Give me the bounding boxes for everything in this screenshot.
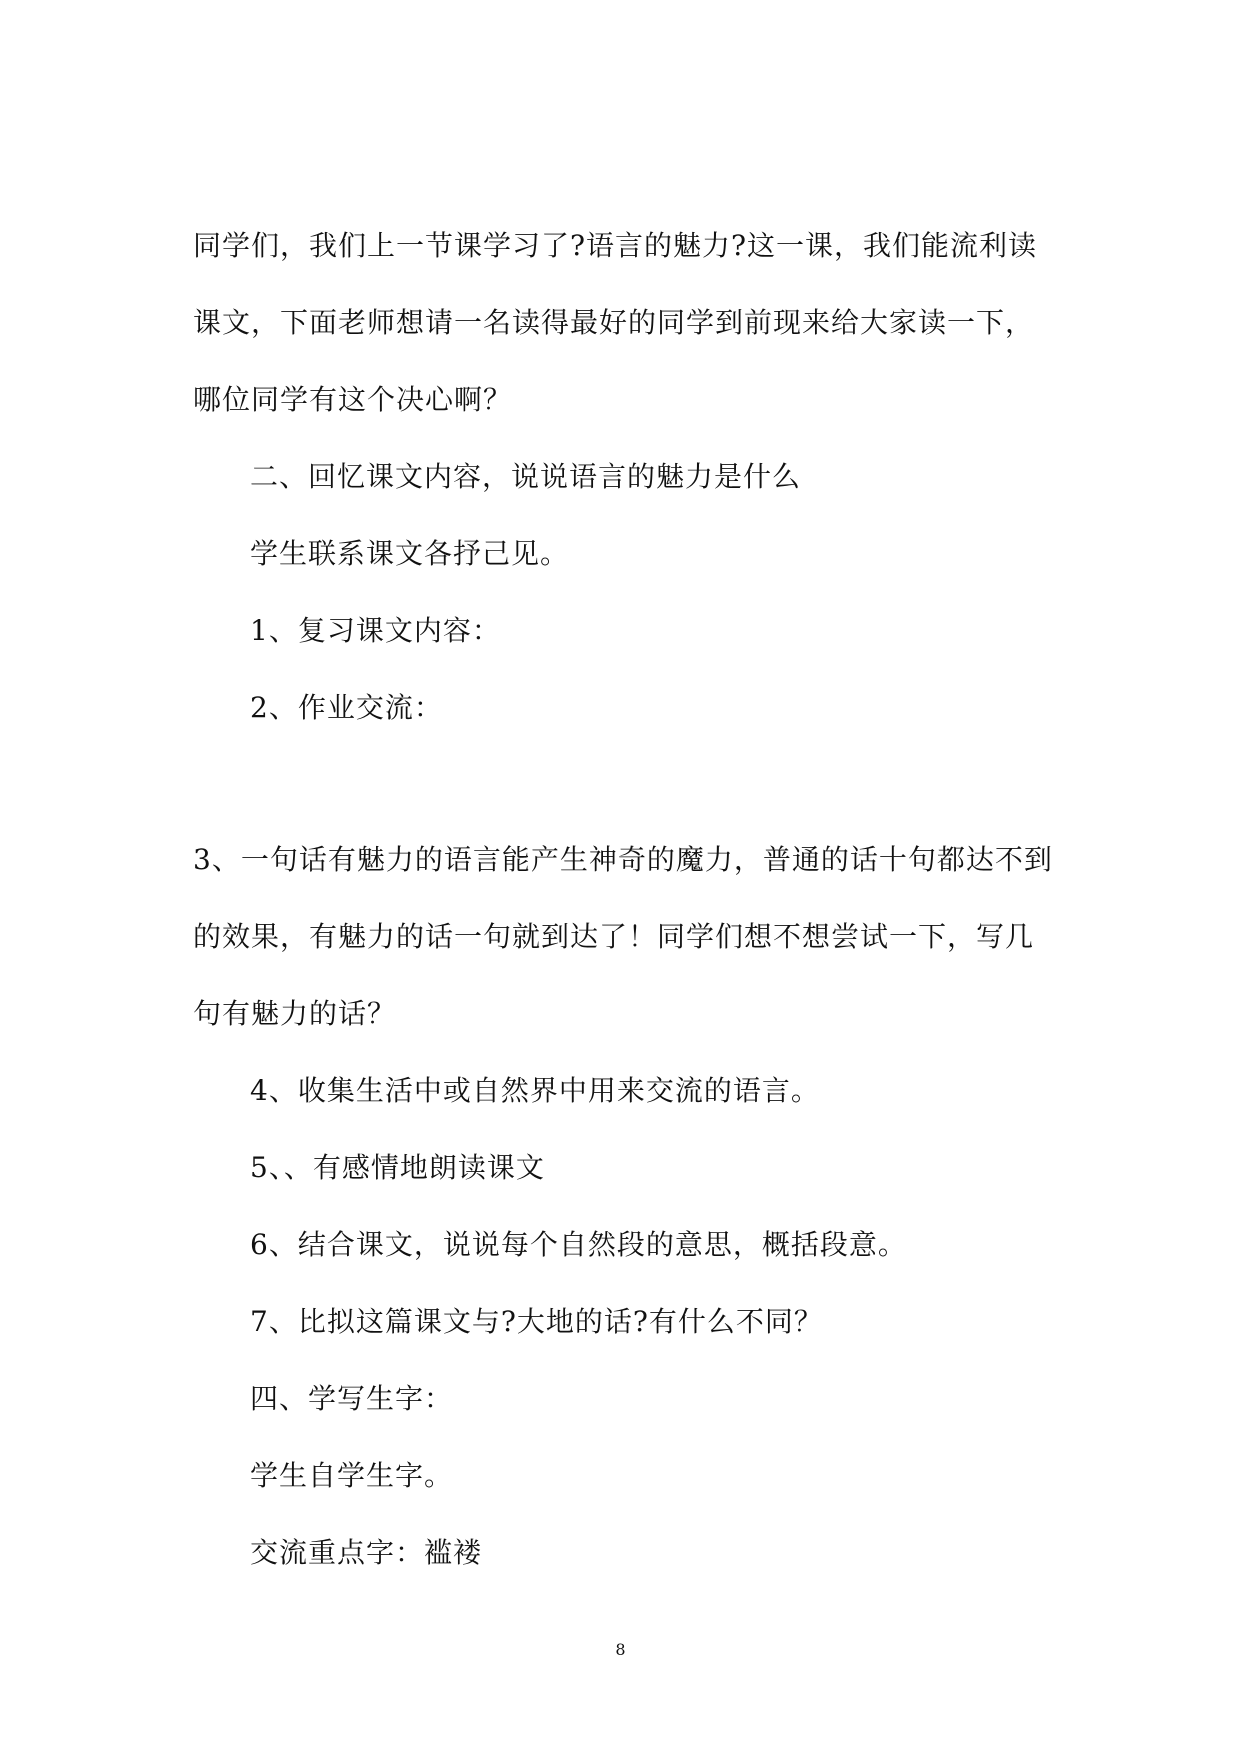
text-line-5: 学生联系课文各抒己见。 xyxy=(250,537,570,570)
text-line-8: 3、一句话有魅力的语言能产生神奇的魔力，普通的话十句都达不到 xyxy=(193,843,1053,876)
text-line-3: 哪位同学有这个决心啊？ xyxy=(193,383,513,416)
text-line-7: 2、作业交流： xyxy=(250,691,443,724)
page-number: 8 xyxy=(615,1640,626,1659)
text-line-4: 二、回忆课文内容，说说语言的魅力是什么 xyxy=(250,460,802,493)
text-line-2: 课文，下面老师想请一名读得最好的同学到前现来给大家读一下， xyxy=(193,306,1035,339)
text-line-15: 四、学写生字： xyxy=(250,1382,454,1415)
text-line-10: 句有魅力的话？ xyxy=(193,997,397,1030)
text-line-9: 的效果，有魅力的话一句就到达了！同学们想不想尝试一下，写几 xyxy=(193,920,1035,953)
text-line-16: 学生自学生字。 xyxy=(250,1459,454,1492)
text-line-13: 6、结合课文，说说每个自然段的意思，概括段意。 xyxy=(250,1228,907,1261)
text-line-1: 同学们，我们上一节课学习了?语言的魅力?这一课，我们能流利读 xyxy=(193,229,1038,262)
text-line-12: 5、、有感情地朗读课文 xyxy=(250,1151,545,1184)
text-line-6: 1、复习课文内容： xyxy=(250,614,501,647)
text-line-17: 交流重点字：褴褛 xyxy=(250,1536,483,1569)
text-line-14: 7、比拟这篇课文与?大地的话?有什么不同？ xyxy=(250,1305,823,1338)
text-line-11: 4、收集生活中或自然界中用来交流的语言。 xyxy=(250,1074,820,1107)
